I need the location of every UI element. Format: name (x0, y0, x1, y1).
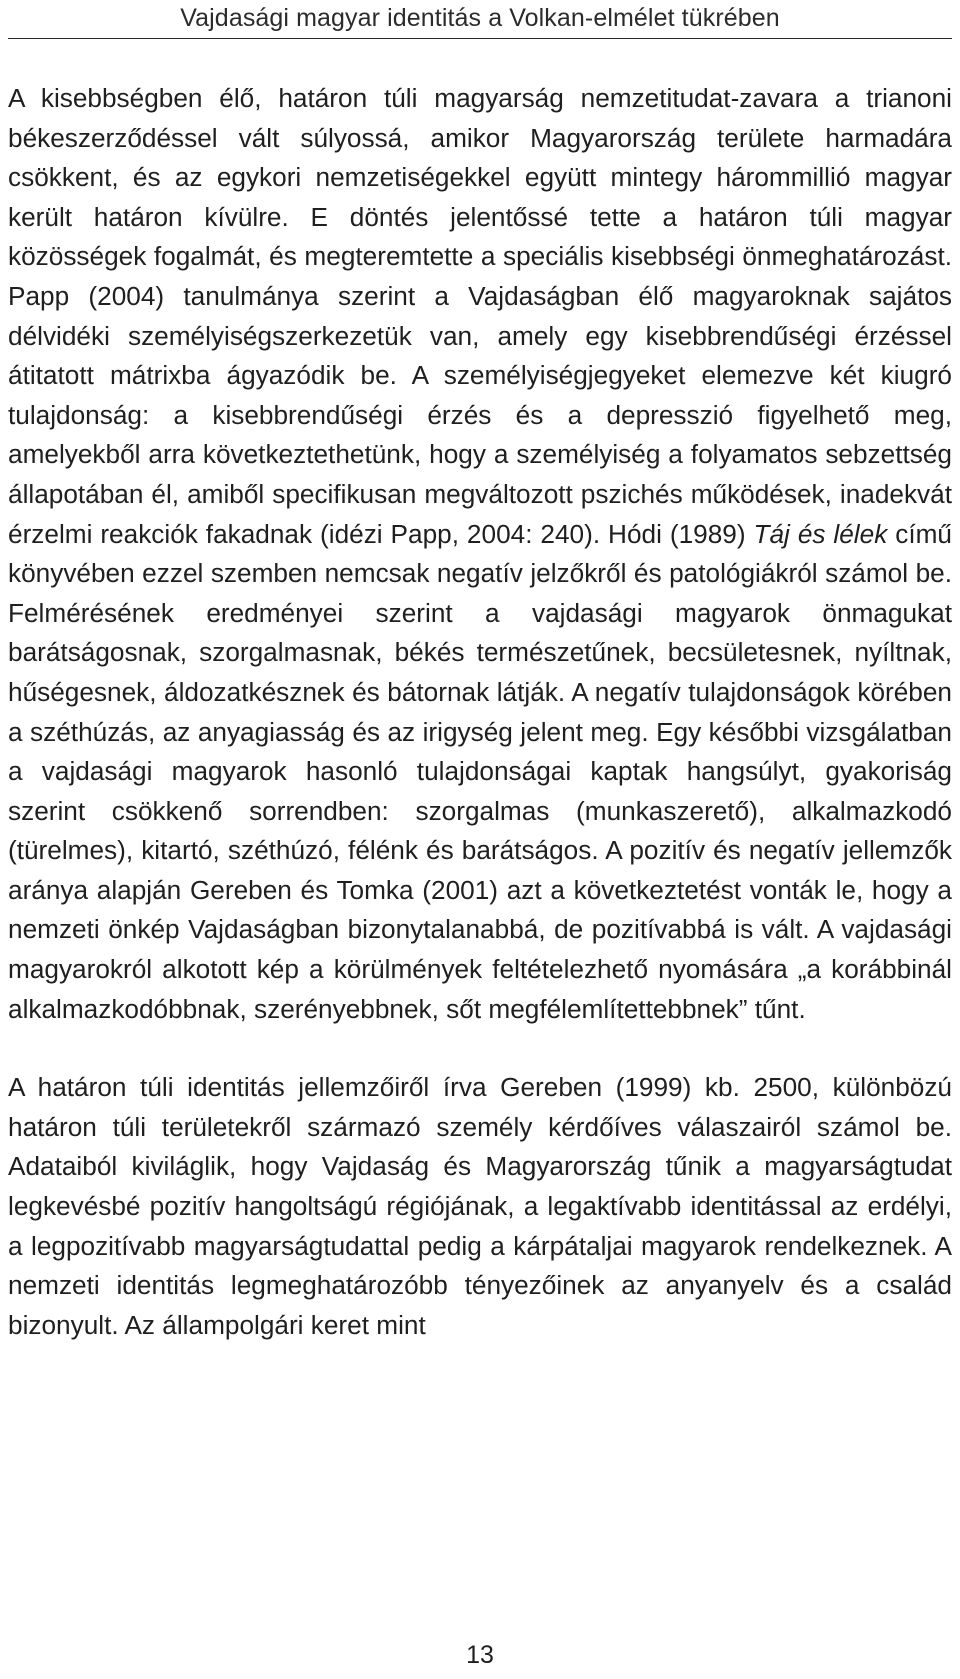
paragraph-2: A határon túli identitás jellemzőiről írva Gereben (1999) kb. 2500, különbözú határon túli területekről származó személy kérdőíves válaszairól számol be. Adataiból kiviláglik, hogy Vajdaság és Magyarország tűnik a magyarságtudat legkevésbé pozitív hangoltságú régiójának, a legaktívabb identitással az erdélyi, a legpozitívabb magyarságtudattal pedig a kárpátaljai magyarok rendelkeznek. A nemzeti identitás legmeghatározóbb tényezőinek az anyanyelv és a család bizonyult. Az állampolgári keret mint (8, 1072, 952, 1340)
document-page (8, 0, 952, 1679)
paragraph-1-part-2: című könyvében ezzel szemben nemcsak negatív jelzőkről és patológiákról számol be. Felmérésének eredményei szerint a vajdasági magyarok önmagukat barátságosnak, szorgalmasnak, békés természetűnek, becsületesnek, nyíltnak, hűségesnek, áldozatkésznek és bátornak látják. A negatív tulajdonságok körében a széthúzás, az anyagiasság és az irigység jelent meg. Egy későbbi vizsgálatban a vajdasági magyarok hasonló tulajdonságai kaptak hangsúlyt, gyakoriság szerint csökkenő sorrendben: szorgalmas (munkaszerető), alkalmazkodó (türelmes), kitartó, széthúzó, félénk és barátságos. A pozitív és negatív jellemzők aránya alapján Gereben és Tomka (2001) azt a következtetést vonták le, hogy a nemzeti önkép Vajdaságban bizonytalanabbá, de pozitívabbá is vált. A vajdasági magyarokról alkotott kép a körülmények feltételezhető nyomására „a korábbinál alkalmazkodóbbnak, szerényebbnek, sőt megfélemlítettebbnek” tűnt. (8, 518, 952, 1024)
page-number: 13 (466, 1641, 494, 1669)
book-title: Táj és lélek (753, 518, 888, 549)
paragraph-1 (8, 79, 952, 1029)
paragraph-1-part-1: A kisebbségben élő, határon túli magyarság nemzetitudat-zavara a trianoni békeszerződéssel vált súlyossá, amikor Magyarország területe harmadára csökkent, és az egykori nemzetiségekkel együtt mintegy hárommillió magyar került határon kívülre. E döntés jelentőssé tette a határon túli magyar közösségek fogalmát, és megteremtette a speciális kisebbségi önmeghatározást. Papp (2004) tanulmánya szerint a Vajdaságban élő magyaroknak sajátos délvidéki személyiségszerkezetük van, amely egy kisebbrendűségi érzéssel átitatott mátrixba ágyazódik be. A személyiségjegyeket elemezve két kiugró tulajdonság: a kisebbrendűségi érzés és a depresszió figyelhető meg, amelyekből arra következtethetünk, hogy a személyiség a folyamatos sebzettség állapotában él, amiből specifikusan megváltozott pszichés működések, inadekvát érzelmi reakciók fakadnak (idézi Papp, 2004: 240). Hódi (1989) (8, 83, 952, 549)
running-header: Vajdasági magyar identitás a Volkan-elmélet tükrében (8, 2, 952, 39)
body-text (8, 79, 952, 1345)
